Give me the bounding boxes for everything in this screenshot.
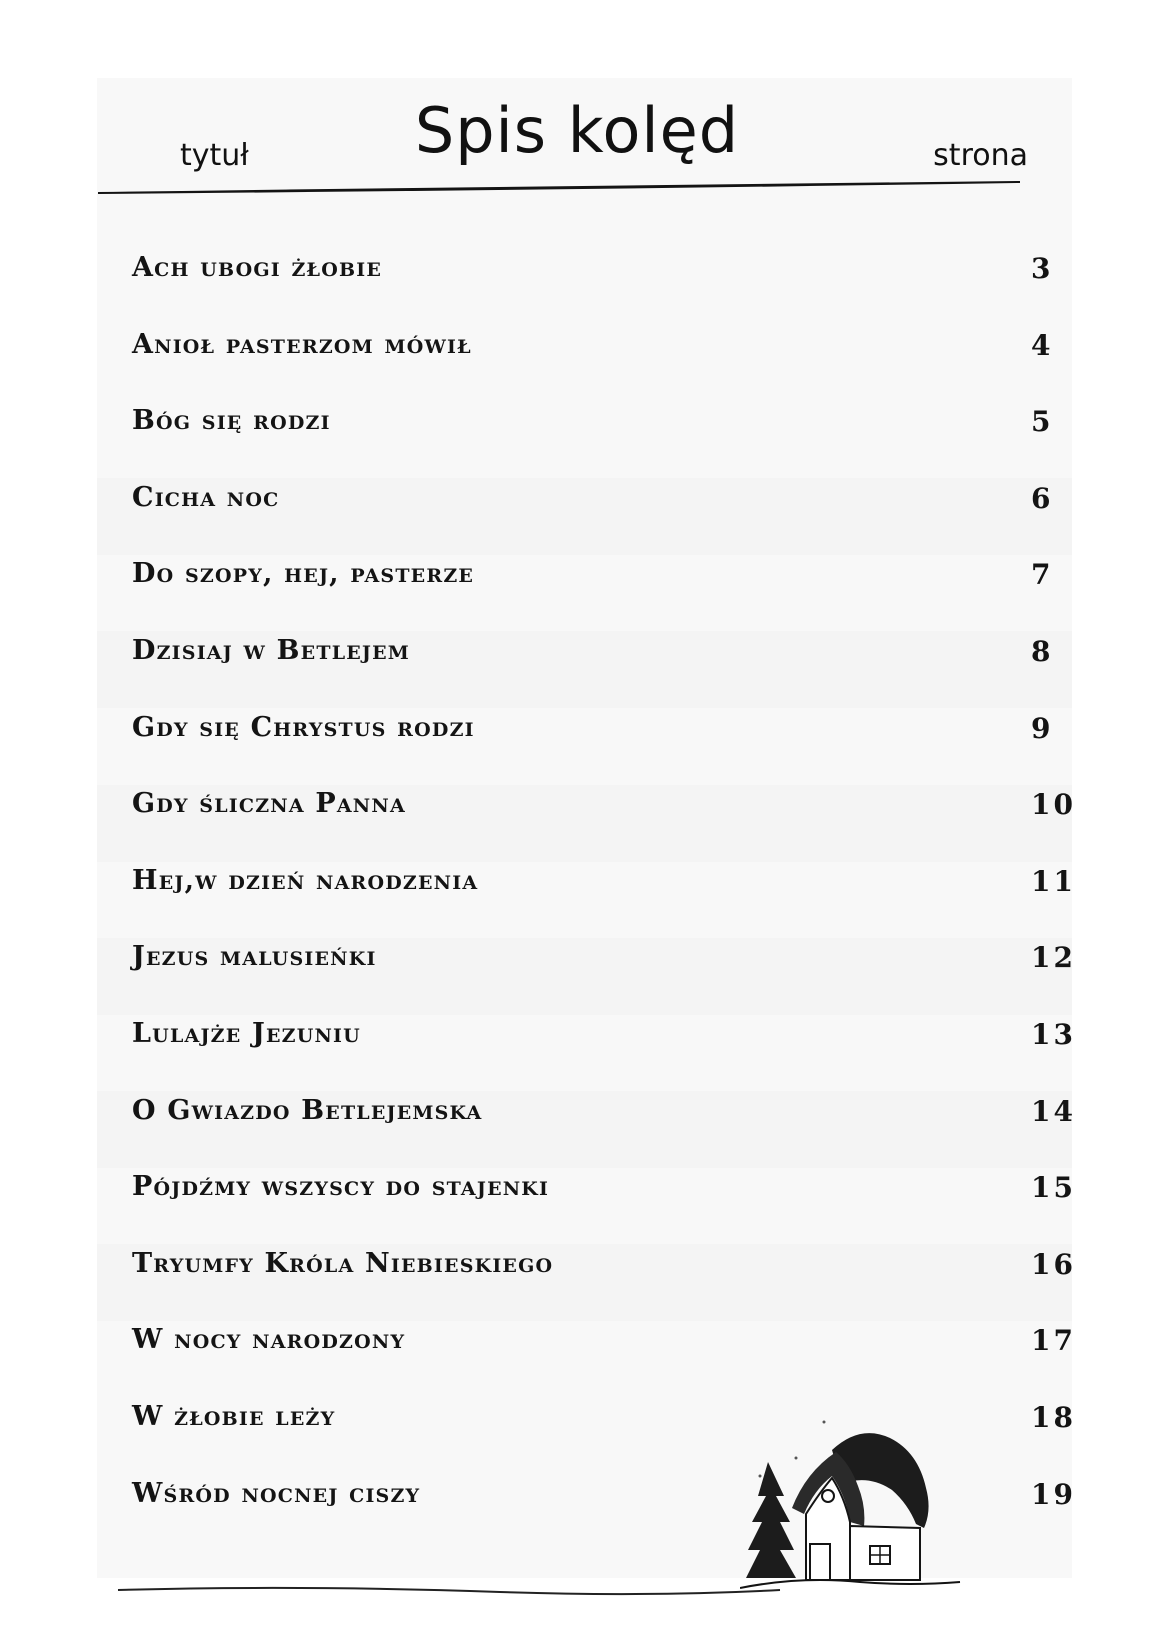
- column-header-title: tytuł: [180, 138, 249, 173]
- toc-entry-title: Jezus malusieńki: [132, 941, 377, 973]
- toc-entry-title: O Gwiazdo Betlejemska: [132, 1094, 483, 1126]
- toc-entry-page: 7: [1031, 558, 1054, 592]
- toc-entry-page: 19: [1031, 1477, 1076, 1511]
- toc-entry-title: Hej,w dzień narodzenia: [132, 864, 479, 896]
- toc-entry-page: 13: [1031, 1017, 1076, 1051]
- toc-entry-title: Pójdźmy wszyscy do stajenki: [132, 1171, 550, 1203]
- toc-entry-title: W nocy narodzony: [132, 1324, 406, 1356]
- toc-entry-page: 6: [1031, 481, 1054, 515]
- toc-entry-title: Do szopy, hej, pasterze: [132, 558, 475, 590]
- toc-entry-page: 10: [1031, 788, 1076, 822]
- toc-entry-title: Anioł pasterzom mówił: [132, 328, 472, 360]
- toc-entry-page: 8: [1031, 634, 1054, 668]
- snowy-cottage-icon: [740, 1410, 970, 1610]
- toc-entry-page: 12: [1031, 941, 1076, 975]
- toc-entry-page: 3: [1031, 252, 1054, 285]
- toc-entry-page: 4: [1031, 328, 1054, 362]
- toc-entry-title: Gdy śliczna Panna: [132, 788, 406, 820]
- page-title: Spis kolęd: [414, 93, 740, 167]
- toc-entry-page: 18: [1031, 1400, 1076, 1434]
- toc-entry-title: W żłobie leży: [132, 1400, 336, 1432]
- toc-entry-page: 17: [1031, 1324, 1076, 1358]
- toc-entry-title: Gdy się Chrystus rodzi: [132, 711, 475, 743]
- toc-entry-page: 14: [1031, 1094, 1076, 1128]
- toc-entry-title: Cicha noc: [132, 481, 280, 513]
- toc-entry-title: Bóg się rodzi: [132, 405, 331, 437]
- toc-entry-title: Lulajże Jezuniu: [132, 1017, 361, 1049]
- toc-entry-page: 11: [1031, 864, 1076, 898]
- column-header-page: strona: [933, 138, 1028, 173]
- toc-entry-title: Dzisiaj w Betlejem: [132, 634, 411, 666]
- toc-entry-title: Tryumfy Króla Niebieskiego: [132, 1247, 554, 1279]
- toc-entry-page: 9: [1031, 711, 1054, 745]
- toc-entry-page: 5: [1031, 405, 1054, 439]
- toc-entry-page: 15: [1031, 1171, 1076, 1205]
- toc-entry-page: 16: [1031, 1247, 1076, 1281]
- toc-entry-title: Ach ubogi żłobie: [132, 252, 383, 283]
- toc-entry-title: Wśród nocnej ciszy: [132, 1477, 421, 1509]
